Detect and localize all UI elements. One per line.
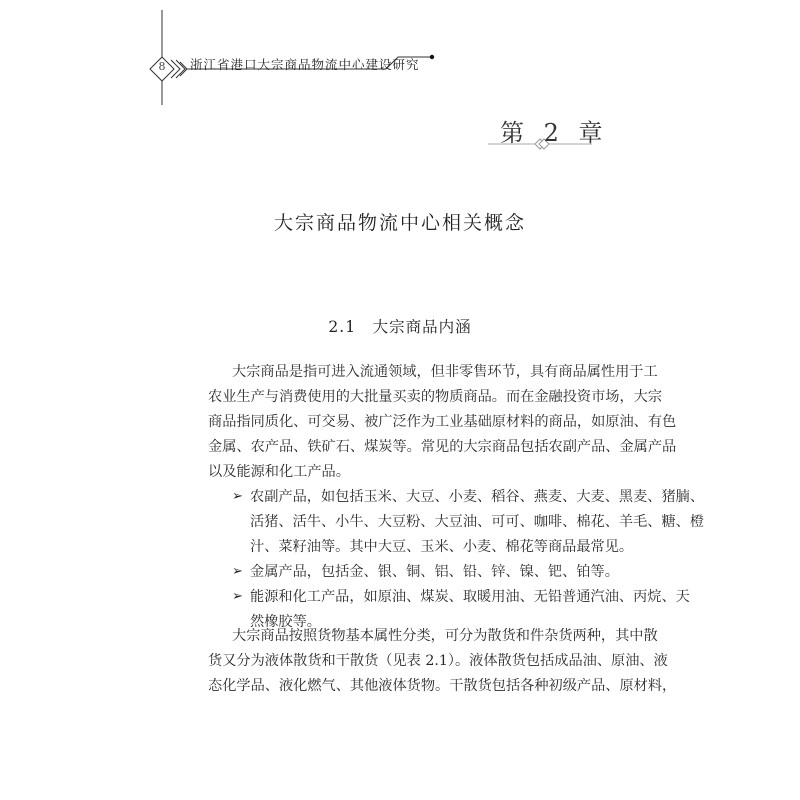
arrow-bullet-icon: ➢ [232,564,243,579]
arrow-bullet-icon: ➢ [232,589,243,604]
text-line: 金属产品，包括金、银、铜、铝、铅、锌、镍、钯、铂等。 [250,564,619,580]
text-line: 农业生产与消费使用的大批量买卖的物质商品。而在金融投资市场，大宗 [208,389,663,405]
text-line: 汁、菜籽油等。其中大豆、玉米、小麦、棉花等商品最常见。 [250,539,634,555]
arrow-bullet-icon: ➢ [232,489,243,504]
text-line: 金属、农产品、铁矿石、煤炭等。常见的大宗商品包括农副产品、金属产品 [208,439,677,455]
text-line: 以及能源和化工产品。 [208,464,350,480]
chapter-label: 第 2 章 [500,119,609,147]
chapter-title: 大宗商品物流中心相关概念 [273,212,526,234]
text-line: 然橡胶等。 [250,614,321,630]
running-title: 浙江省港口大宗商品物流中心建设研究 [190,57,420,72]
text-line: 货又分为液体散货和干散货（见表 2.1）。液体散货包括成品油、原油、液 [208,653,668,669]
section-heading: 2.1 大宗商品内涵 [328,318,472,336]
text-line: 商品指同质化、可交易、被广泛作为工业基础原材料的商品，如原油、有色 [208,414,677,430]
text-line: 能源和化工产品，如原油、煤炭、取暖用油、无铅普通汽油、丙烷、天 [250,589,690,605]
text-line: 态化学品、液化燃气、其他液体货物。干散货包括各种初级产品、原材料， [208,678,677,694]
running-header-ornament [0,0,800,160]
page-number: 8 [158,60,166,73]
text-line: 活猪、活牛、小牛、大豆粉、大豆油、可可、咖啡、棉花、羊毛、糖、橙 [250,514,705,530]
text-line: 大宗商品是指可进入流通领域，但非零售环节，具有商品属性用于工 [232,364,658,380]
text-line: 农副产品，如包括玉米、大豆、小麦、稻谷、燕麦、大麦、黑麦、猪腩、 [250,489,705,505]
text-line: 大宗商品按照货物基本属性分类，可分为散货和件杂货两种，其中散 [232,628,658,644]
